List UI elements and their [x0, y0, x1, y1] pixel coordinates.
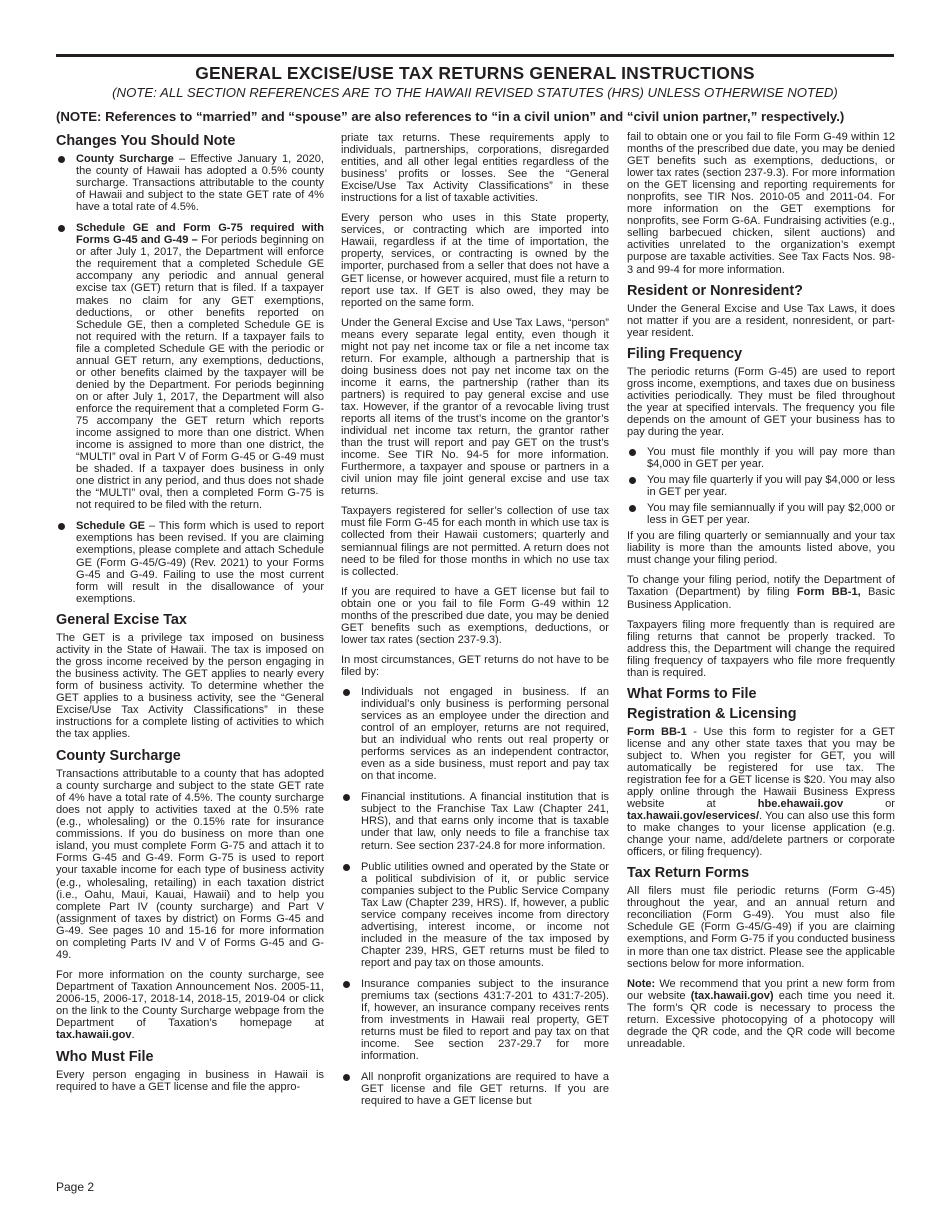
- note-paragraph: [627, 978, 895, 1050]
- filing-paragraph-4: Taxpayers filing more frequently than is required are filing returns that cannot be properly tracked. To address this, the Department will change the required filing frequency of taxpayers who file more frequently than is required.: [627, 618, 895, 679]
- bullet-text: For periods beginning on or after July 1, 2017, the Department will enforce the requirement that a completed Schedule GE accompany any periodic and annual general excise tax (GET) return that is filed. If a taxpayer makes no claim for any GET exemptions, deductions, or other benefits reported on Schedule GE, then a completed Schedule GE is not required with the return. If a taxpayer fails to file a completed Schedule GE with the periodic or annual GET return, any exemptions, deductions, or other benefits claimed by the taxpayer will be denied by the Department. For periods beginning on or after July 1, 2017, the Department will also enforce the requirement that a completed Form G-75 accompany the GET return which reports income assigned to more than one district. When income is assigned to more than one district, the “MULTI” oval in Part V of Form G-45 or G-49 must be shaded. If a taxpayer does business in only one district in any period, and thus does not shade the “MULTI” oval, then a completed Form G-75 is not required to be filed with the return.: [76, 234, 324, 512]
- paragraph: Every person who uses in this State property, services, or contracting which are imported into Hawaii, regardless if at the time of importation, the property, services, or contracting is owned by the importer, purchased from a seller that does not have a GET license, or however acquired, must file a return to report use tax. If GET is also owed, they may be reported on the same form.: [341, 212, 609, 309]
- tax-return-heading: Tax Return Forms: [627, 865, 750, 882]
- list-item: Individuals not engaged in business. If an individual’s only business is performing personal services as an employee under the direction and control of an employer, returns are not required, but an individual who rents out real property or performs services as an independent contractor, even as a side business, must report and pay tax on that income.: [341, 686, 609, 782]
- who-heading: Who Must File: [56, 1049, 154, 1066]
- county-paragraph: Transactions attributable to a county that has adopted a county surcharge and subject to the state GET rate of 4% have a total rate of 4.5%. The county surcharge does not apply to activities taxed at the 0.5% rate (e.g., wholesaling) or the 0.15% rate for insurance commissions. If you do business on more than one island, you must complete Form G-75 and attach it to Forms G-45 and G-49. Form G-75 is used to report your taxable income for each type of business activity (e.g., wholesaling, retailing) in each taxation district (i.e., Oahu, Maui, Kauai, Hawaii) and to help you complete Part IV (county surcharge) and Part V (assignment of taxes by district) on Forms G-45 and G-49. See pages 10 and 15-16 for more information on completing Parts IV and V of Forms G-45 and G-49.: [56, 768, 324, 961]
- list-item: Insurance companies subject to the insurance premiums tax (sections 431:7-201 to 431:7-205). If, however, an insurance company receives rents from investments in Hawaii real property, GET returns must be filed to report and pay tax on that income. See section 237-29.7 for more information.: [341, 978, 609, 1062]
- bullet-text: – Effective January 1, 2020, the county of Hawaii has adopted a 0.5% county surcharge. Transactions attributable to the county of Hawaii and subject to the state GET rate of 4% have a total rate of 4.5%.: [76, 153, 324, 214]
- bullet-text: – This form which is used to report exemptions has been revised. If you are claiming exemptions, please complete and attach Schedule GE (Form G-45/G-49) (Rev. 2021) to your Forms G-45 and G-49. Failing to use the most current form will result in the disallowance of your exemptions.: [76, 520, 324, 605]
- list-item: All nonprofit organizations are required to have a GET license and file GET returns. If you are required to have a GET license but: [341, 1071, 609, 1107]
- paragraph: Taxpayers registered for seller’s collection of use tax must file Form G-45 for each month in which use tax is collected from their Hawaii customers; quarterly and semiannual filings are not permitted. A return does not need to be filed for those months in which no use tax is collected.: [341, 505, 609, 578]
- get-paragraph: The GET is a privilege tax imposed on business activity in the State of Hawaii. The tax is imposed on the gross income received by the person engaging in the business activity. The GET applies to nearly every form of business activity. To determine whether the GET applies to a business activity, see the “General Excise/Use Tax Activity Classifications” in these instructions for a complete listing of activities to which the tax applies.: [56, 631, 324, 741]
- who-paragraph: Every person engaging in business in Hawaii is required to have a GET license and file the appro-: [56, 1069, 324, 1094]
- column-3: [627, 131, 895, 1058]
- filing-paragraph-2: If you are filing quarterly or semiannually and your tax liability is more than the amounts listed above, you must change your filing period.: [627, 530, 895, 567]
- list-item: You may file semiannually if you will pay $2,000 or less in GET per year.: [627, 502, 895, 526]
- county-paragraph-2: [56, 969, 324, 1041]
- list-item: [56, 520, 324, 604]
- hbe-link[interactable]: hbe.ehawaii.gov: [757, 798, 844, 811]
- paragraph: In most circumstances, GET returns do not have to be filed by:: [341, 653, 609, 678]
- paragraph: Under the General Excise and Use Tax Laws, “person” means every separate legal entity, even though it might not pay net income tax or file a net income tax return. For example, although a partnership that is doing business does not pay net income tax on the income it earns, the partnership (rather than its partners) is required to pay general excise and use tax. However, if the grantor of a revocable living trust reports all items of the trust’s income on the grantor’s individual net income tax return, the grantor rather than the trust will report and pay GET on the trust’s income. See TIR No. 94-5 for more information. Furthermore, a taxpayer and spouse or partners in a civil union may file joint general excise and use tax returns.: [341, 316, 609, 498]
- resident-heading: Resident or Nonresident?: [627, 282, 803, 299]
- changes-heading: Changes You Should Note: [56, 133, 236, 149]
- eservices-link[interactable]: tax.hawaii.gov/eservices/: [627, 810, 760, 823]
- paragraph: fail to obtain one or you fail to file Form G-49 within 12 months of the prescribed due date, you may be denied GET benefits such as exemptions, deductions, or lower tax rates (section 237-9.3). For more information on the GET licensing and reporting requirements for nonprofits, see TIR Nos. 2010-05 and 2011-04. For more information on the GET exemptions for nonprofits, see Form G-6A. Fundraising activities (e.g., selling barbecued chicken, silent auctions) and activities unrelated to the organization’s exempt purpose are taxable activities. See Tax Facts Nos. 98-3 and 99-4 for more information.: [627, 131, 895, 276]
- bullet-lead: Schedule GE: [76, 520, 146, 533]
- list-item: [56, 153, 324, 213]
- text: each time you need it. The form’s QR code is necessary to process the return. Excessive photocopying of a photocopy will degrade the QR code, and the QR code will become unreadable.: [627, 989, 896, 1050]
- list-item: You must file monthly if you will pay more than $4,000 in GET per year.: [627, 446, 895, 470]
- filing-list: [627, 446, 895, 526]
- county-text: For more information on the county surcharge, see Department of Taxation Announcement Nos. 2005-11, 2006-15, 2006-17, 2018-14, 2018-15, 2019-04 or click on the link to the County Surcharge webpage from the Department of Taxation’s homepage at: [56, 968, 324, 1030]
- top-rule: [56, 54, 894, 57]
- page-subtitle: (NOTE: ALL SECTION REFERENCES ARE TO THE HAWAII REVISED STATUTES (HRS) UNLESS OTHERWISE NOTED): [112, 85, 838, 100]
- list-item: Financial institutions. A financial institution that is subject to the Franchise Tax Law (Chapter 241, HRS), and that earns only income that is taxable under that law, only needs to file a franchise tax return. See section 237-24.8 for more information.: [341, 791, 609, 851]
- column-1: [56, 131, 324, 1101]
- column-2: [341, 132, 609, 1111]
- county-heading: County Surcharge: [56, 748, 181, 765]
- tax-website-link[interactable]: tax.hawaii.gov: [56, 1029, 132, 1042]
- text: To change your filing period, notify the Department of Taxation (Department) by filing: [627, 574, 895, 599]
- get-heading: General Excise Tax: [56, 611, 187, 628]
- exempt-list: [341, 686, 609, 1108]
- paragraph: priate tax returns. These requirements apply to individuals, partnerships, corporations, disregarded entities, and all other legal entities regardless of the business’ profits or losses. See the “General Excise/Use Tax Activity Classifications” in these instructions for a list of taxable activities.: [341, 132, 609, 205]
- list-item: [56, 222, 324, 511]
- page-title: GENERAL EXCISE/USE TAX RETURNS GENERAL INSTRUCTIONS: [195, 63, 755, 83]
- list-item: Public utilities owned and operated by the State or a political subdivision of it, or public service companies subject to the Public Service Company Tax Law (Chapter 239, HRS). If, however, a public service company receives income from directory advertising, interest income, or income not included in the measure of the tax imposed by Chapter 239, HRS, GET returns must be filed to report and pay tax on those amounts.: [341, 861, 609, 969]
- registration-heading: Registration & Licensing: [627, 705, 797, 722]
- bullet-lead: Schedule GE and Form G-75 required with Forms G-45 and G-49 –: [76, 222, 324, 247]
- text: or: [843, 798, 895, 811]
- text: . You can also use this form to make changes to your license application (e.g. change your name, add/delete partners or corporate officers, or filing frequency).: [627, 810, 895, 859]
- page-number: Page 2: [56, 1180, 95, 1194]
- form-bb1-ref: Form BB-1,: [796, 586, 861, 599]
- resident-paragraph: Under the General Excise and Use Tax Laws, it does not matter if you are a resident, nonresident, or part-year resident.: [627, 302, 895, 339]
- county-end: .: [131, 1029, 135, 1042]
- tax-website-link[interactable]: (tax.hawaii.gov): [690, 989, 774, 1002]
- filing-paragraph: The periodic returns (Form G-45) are used to report gross income, exemptions, and taxes due on business activities periodically. They must be filed throughout the year at specified intervals. The frequency you file depends on the amount of GET your business has to pay during the year.: [627, 365, 895, 438]
- filing-heading: Filing Frequency: [627, 345, 743, 362]
- paragraph: If you are required to have a GET license but fail to obtain one or you fail to file Form G-49 within 12 months of the prescribed due date, you may be denied GET benefits such as exemptions, deductions, or lower tax rates (section 237-9.3).: [341, 585, 609, 646]
- tax-return-paragraph: All filers must file periodic returns (Form G-45) throughout the year, and an annual return and reconciliation (Form G-49). You must also file Schedule GE (Form G-45/G-49) if you are claiming exemptions, and Form G-75 if you conducted business in more than one tax district. Please see the applicable sections below for more information.: [627, 885, 895, 970]
- forms-heading: What Forms to File: [627, 685, 757, 702]
- form-bb1-lead: Form BB-1: [627, 725, 687, 738]
- list-item: You may file quarterly if you will pay $4,000 or less in GET per year.: [627, 474, 895, 498]
- note-lead: Note:: [627, 977, 656, 990]
- text: We recommend that you print a new form from our website: [627, 977, 895, 1002]
- text: - Use this form to register for a GET license and any other state taxes that you may be subject to. When you register for GET, you will automatically be registered for use tax. The registration fee for a GET license is $20. You may also apply online through the Hawaii Business Express website at: [627, 725, 896, 811]
- civil-union-note: (NOTE: References to “married” and “spouse” are also references to “in a civil union” and “civil union partner,” respectively.): [56, 109, 845, 124]
- bullet-lead: County Surcharge: [76, 153, 174, 165]
- registration-paragraph: [627, 726, 895, 859]
- text: Basic Business Application.: [627, 586, 895, 611]
- changes-list: [56, 153, 324, 605]
- filing-paragraph-3: [627, 574, 895, 610]
